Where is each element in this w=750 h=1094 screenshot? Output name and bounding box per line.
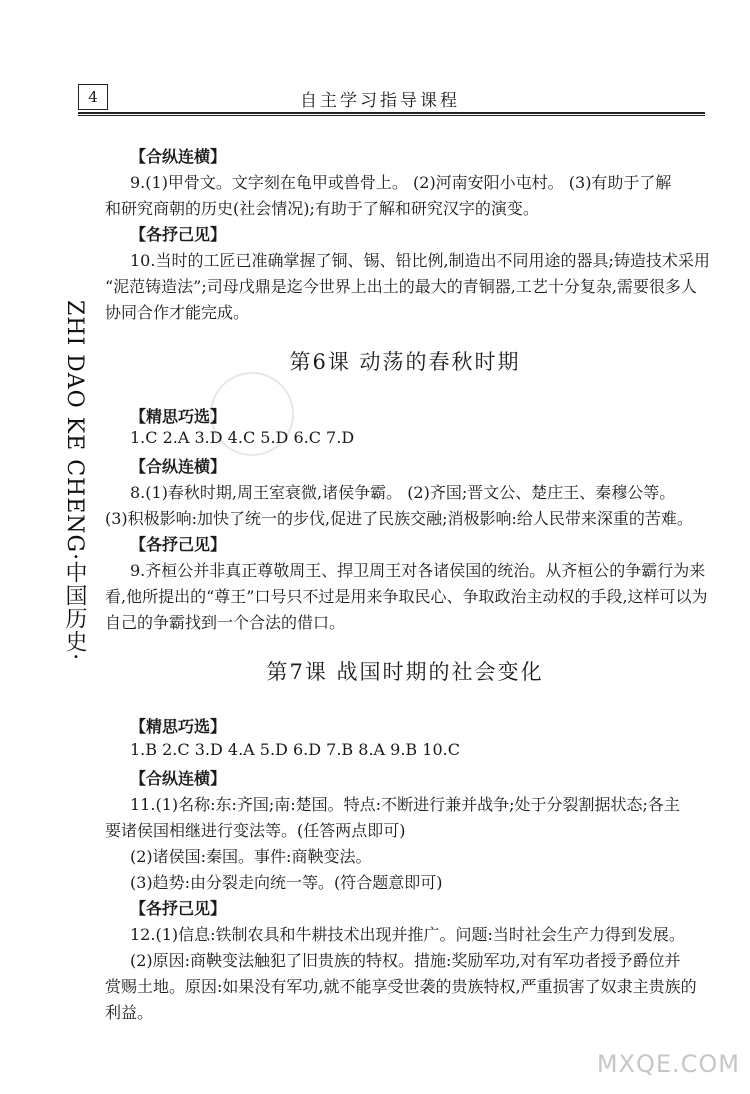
answer-line: (3)趋势:由分裂走向统一等。(符合题意即可): [130, 873, 443, 892]
header-rule: [78, 112, 705, 114]
answer-line: 10.当时的工匠已准确掌握了铜、锡、铅比例,制造出不同用途的器具;铸造技术采用: [130, 251, 710, 270]
header-title: 自主学习指导课程: [300, 91, 460, 111]
lesson-7-title: 第7课 战国时期的社会变化: [266, 660, 544, 684]
answer-line: 11.(1)名称:东:齐国;南:楚国。特点:不断进行兼并战争;处于分裂割据状态;各主: [130, 795, 680, 814]
section-heading: 【各抒己见】: [130, 899, 227, 918]
section-heading: 【合纵连横】: [130, 147, 227, 166]
lesson-6-title: 第6课 动荡的春秋时期: [289, 350, 521, 374]
answer-line: 利益。: [105, 1003, 154, 1022]
answer-line: 1.C 2.A 3.D 4.C 5.D 6.C 7.D: [130, 428, 355, 447]
answer-line: 和研究商朝的历史(社会情况);有助于了解和研究汉字的演变。: [105, 199, 539, 218]
answer-line: 协同合作才能完成。: [105, 303, 250, 322]
answer-line: (2)原因:商鞅变法触犯了旧贵族的特权。措施:奖励军功,对有军功者授予爵位并: [130, 951, 681, 970]
side-vertical-text: ZHI DAO KE CHENG·中国历史·: [62, 300, 87, 662]
answer-line: 要诸侯国相继进行变法等。(任答两点即可): [105, 821, 406, 840]
section-heading: 【合纵连横】: [130, 457, 227, 476]
answer-line: 自己的争霸找到一个合法的借口。: [105, 613, 346, 632]
header-rule-thin: [78, 115, 705, 116]
section-heading: 【精思巧选】: [130, 407, 227, 426]
answer-line: 赏赐土地。原因:如果没有军功,就不能享受世袭的贵族特权,严重损害了奴隶主贵族的: [105, 977, 697, 996]
watermark: MXQE.COM: [596, 1050, 740, 1078]
answer-line: (3)积极影响:加快了统一的步伐,促进了民族交融;消极影响:给人民带来深重的苦难。: [105, 509, 693, 528]
answer-line: (2)诸侯国:秦国。事件:商鞅变法。: [130, 847, 372, 866]
answer-line: 9.(1)甲骨文。文字刻在龟甲或兽骨上。 (2)河南安阳小屯村。 (3)有助于了解: [130, 173, 672, 192]
section-heading: 【各抒己见】: [130, 535, 227, 554]
answer-line: 8.(1)春秋时期,周王室衰微,诸侯争霸。 (2)齐国;晋文公、楚庄王、秦穆公等。: [130, 483, 676, 502]
section-heading: 【合纵连横】: [130, 769, 227, 788]
section-heading: 【精思巧选】: [130, 717, 227, 736]
answer-line: “泥范铸造法”;司母戊鼎是迄今世界上出土的最大的青铜器,工艺十分复杂,需要很多人: [105, 277, 697, 296]
answer-line: 1.B 2.C 3.D 4.A 5.D 6.D 7.B 8.A 9.B 10.C: [130, 740, 460, 759]
answer-line: 看,他所提出的“尊王”口号只不过是用来争取民心、争取政治主动权的手段,这样可以为: [105, 587, 708, 606]
section-heading: 【各抒己见】: [130, 225, 227, 244]
page-number: 4: [78, 84, 108, 110]
answer-line: 12.(1)信息:铁制农具和牛耕技术出现并推广。问题:当时社会生产力得到发展。: [130, 925, 685, 944]
answer-line: 9.齐桓公并非真正尊敬周王、捍卫周王对各诸侯国的统治。从齐桓公的争霸行为来: [130, 561, 706, 580]
